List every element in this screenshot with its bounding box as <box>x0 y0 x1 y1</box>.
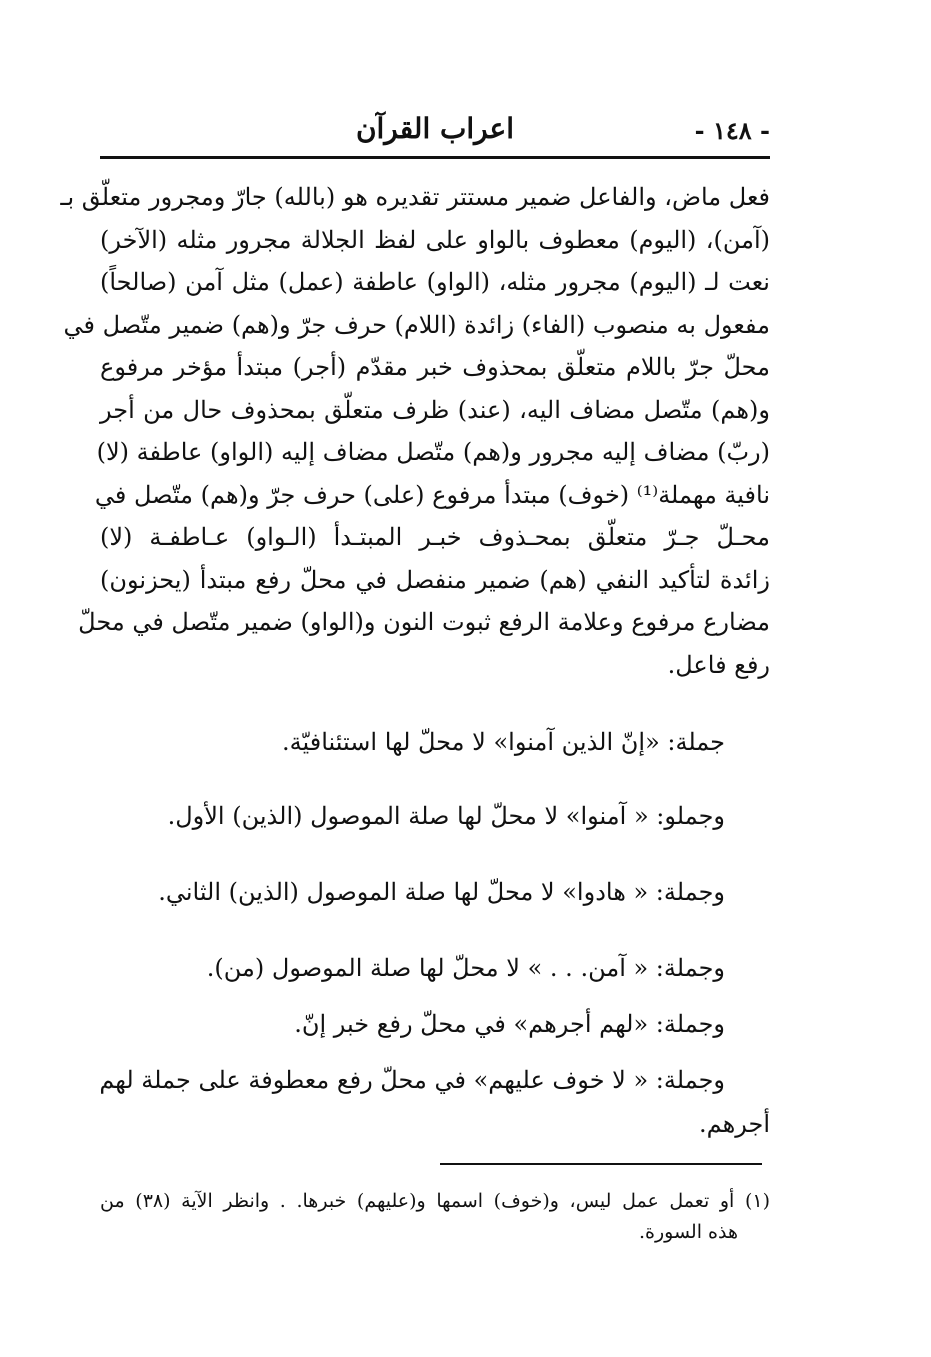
body-line: مضارع مرفوع وعلامة الرفع ثبوت النون و(الواو) ضمير متّصل في محلّ <box>78 608 770 636</box>
sentence-item: وجملة: « آمن. . . » لا محلّ لها صلة الموصول (من). <box>206 954 725 982</box>
sentence-line: وجملة: « لا خوف عليهم» في محلّ رفع معطوفة على جملة لهم <box>99 1066 725 1094</box>
running-title: اعراب القرآن <box>355 112 515 145</box>
sentence-item: وجملة: « هادوا» لا محلّ لها صلة الموصول (الذين) الثاني. <box>158 878 725 906</box>
footnote-line: هذه السورة. <box>639 1221 738 1243</box>
body-line: نافية مهملة⁽¹⁾ (خوف) مبتدأ مرفوع (على) حرف جرّ و(هم) متّصل في <box>94 480 770 509</box>
body-line: نعت لـ (اليوم) مجرور مثله، (الواو) عاطفة (عمل) مثل آمن (صالحاً) <box>100 268 770 296</box>
body-line: مفعول به منصوب (الفاء) زائدة (اللام) حرف جرّ و(هم) ضمير متّصل في <box>63 310 770 339</box>
footnote-line: (١) أو تعمل عمل ليس، و(خوف) اسمها و(عليهم) خبرها. . وانظر الآية (٣٨) من <box>100 1190 771 1212</box>
body-line: محـلّ جـرّ متعلّق بمحـذوف خبـر المبتـدأ (الـواو) عـاطفـة (لا) <box>100 523 770 551</box>
body-line: فعل ماض، والفاعل ضمير مستتر تقديره هو (بالله) جارّ ومجرور متعلّق بـ <box>60 183 770 211</box>
body-line: رفع فاعل. <box>667 650 770 679</box>
sentence-item-wrapped <box>100 1058 770 1146</box>
sentence-item: وجملو: « آمنوا» لا محلّ لها صلة الموصول (الذين) الأول. <box>167 802 725 830</box>
footnote <box>100 1186 770 1248</box>
body-line: (ربّ) مضاف إليه مجرور و(هم) متّصل مضاف إليه (الواو) عاطفة (لا) <box>96 438 770 466</box>
body-line: محلّ جرّ باللام متعلّق بمحذوف خبر مقدّم (أجر) مبتدأ مؤخر مرفوع <box>100 353 770 381</box>
body-line: (آمن)، (اليوم) معطوف بالواو على لفظ الجلالة مجرور مثله (الآخر) <box>100 225 770 254</box>
sentence-line: أجرهم. <box>698 1110 770 1138</box>
header-rule <box>100 156 770 159</box>
body-line: و(هم) متّصل مضاف اليه، (عند) ظرف متعلّق بمحذوف حال من أجر <box>100 395 770 424</box>
body-paragraph <box>60 176 770 686</box>
page-header <box>100 112 770 152</box>
sentence-item: جملة: «إنّ الذين آمنوا» لا محلّ لها استئنافيّة. <box>282 728 725 756</box>
body-line: زائدة لتأكيد النفي (هم) ضمير منفصل في محلّ رفع مبتدأ (يحزنون) <box>100 565 770 594</box>
page-number: - ١٤٨ - <box>694 116 770 145</box>
footnote-rule <box>440 1163 762 1165</box>
sentence-item: وجملة: «لهم أجرهم» في محلّ رفع خبر إنّ. <box>294 1010 725 1038</box>
